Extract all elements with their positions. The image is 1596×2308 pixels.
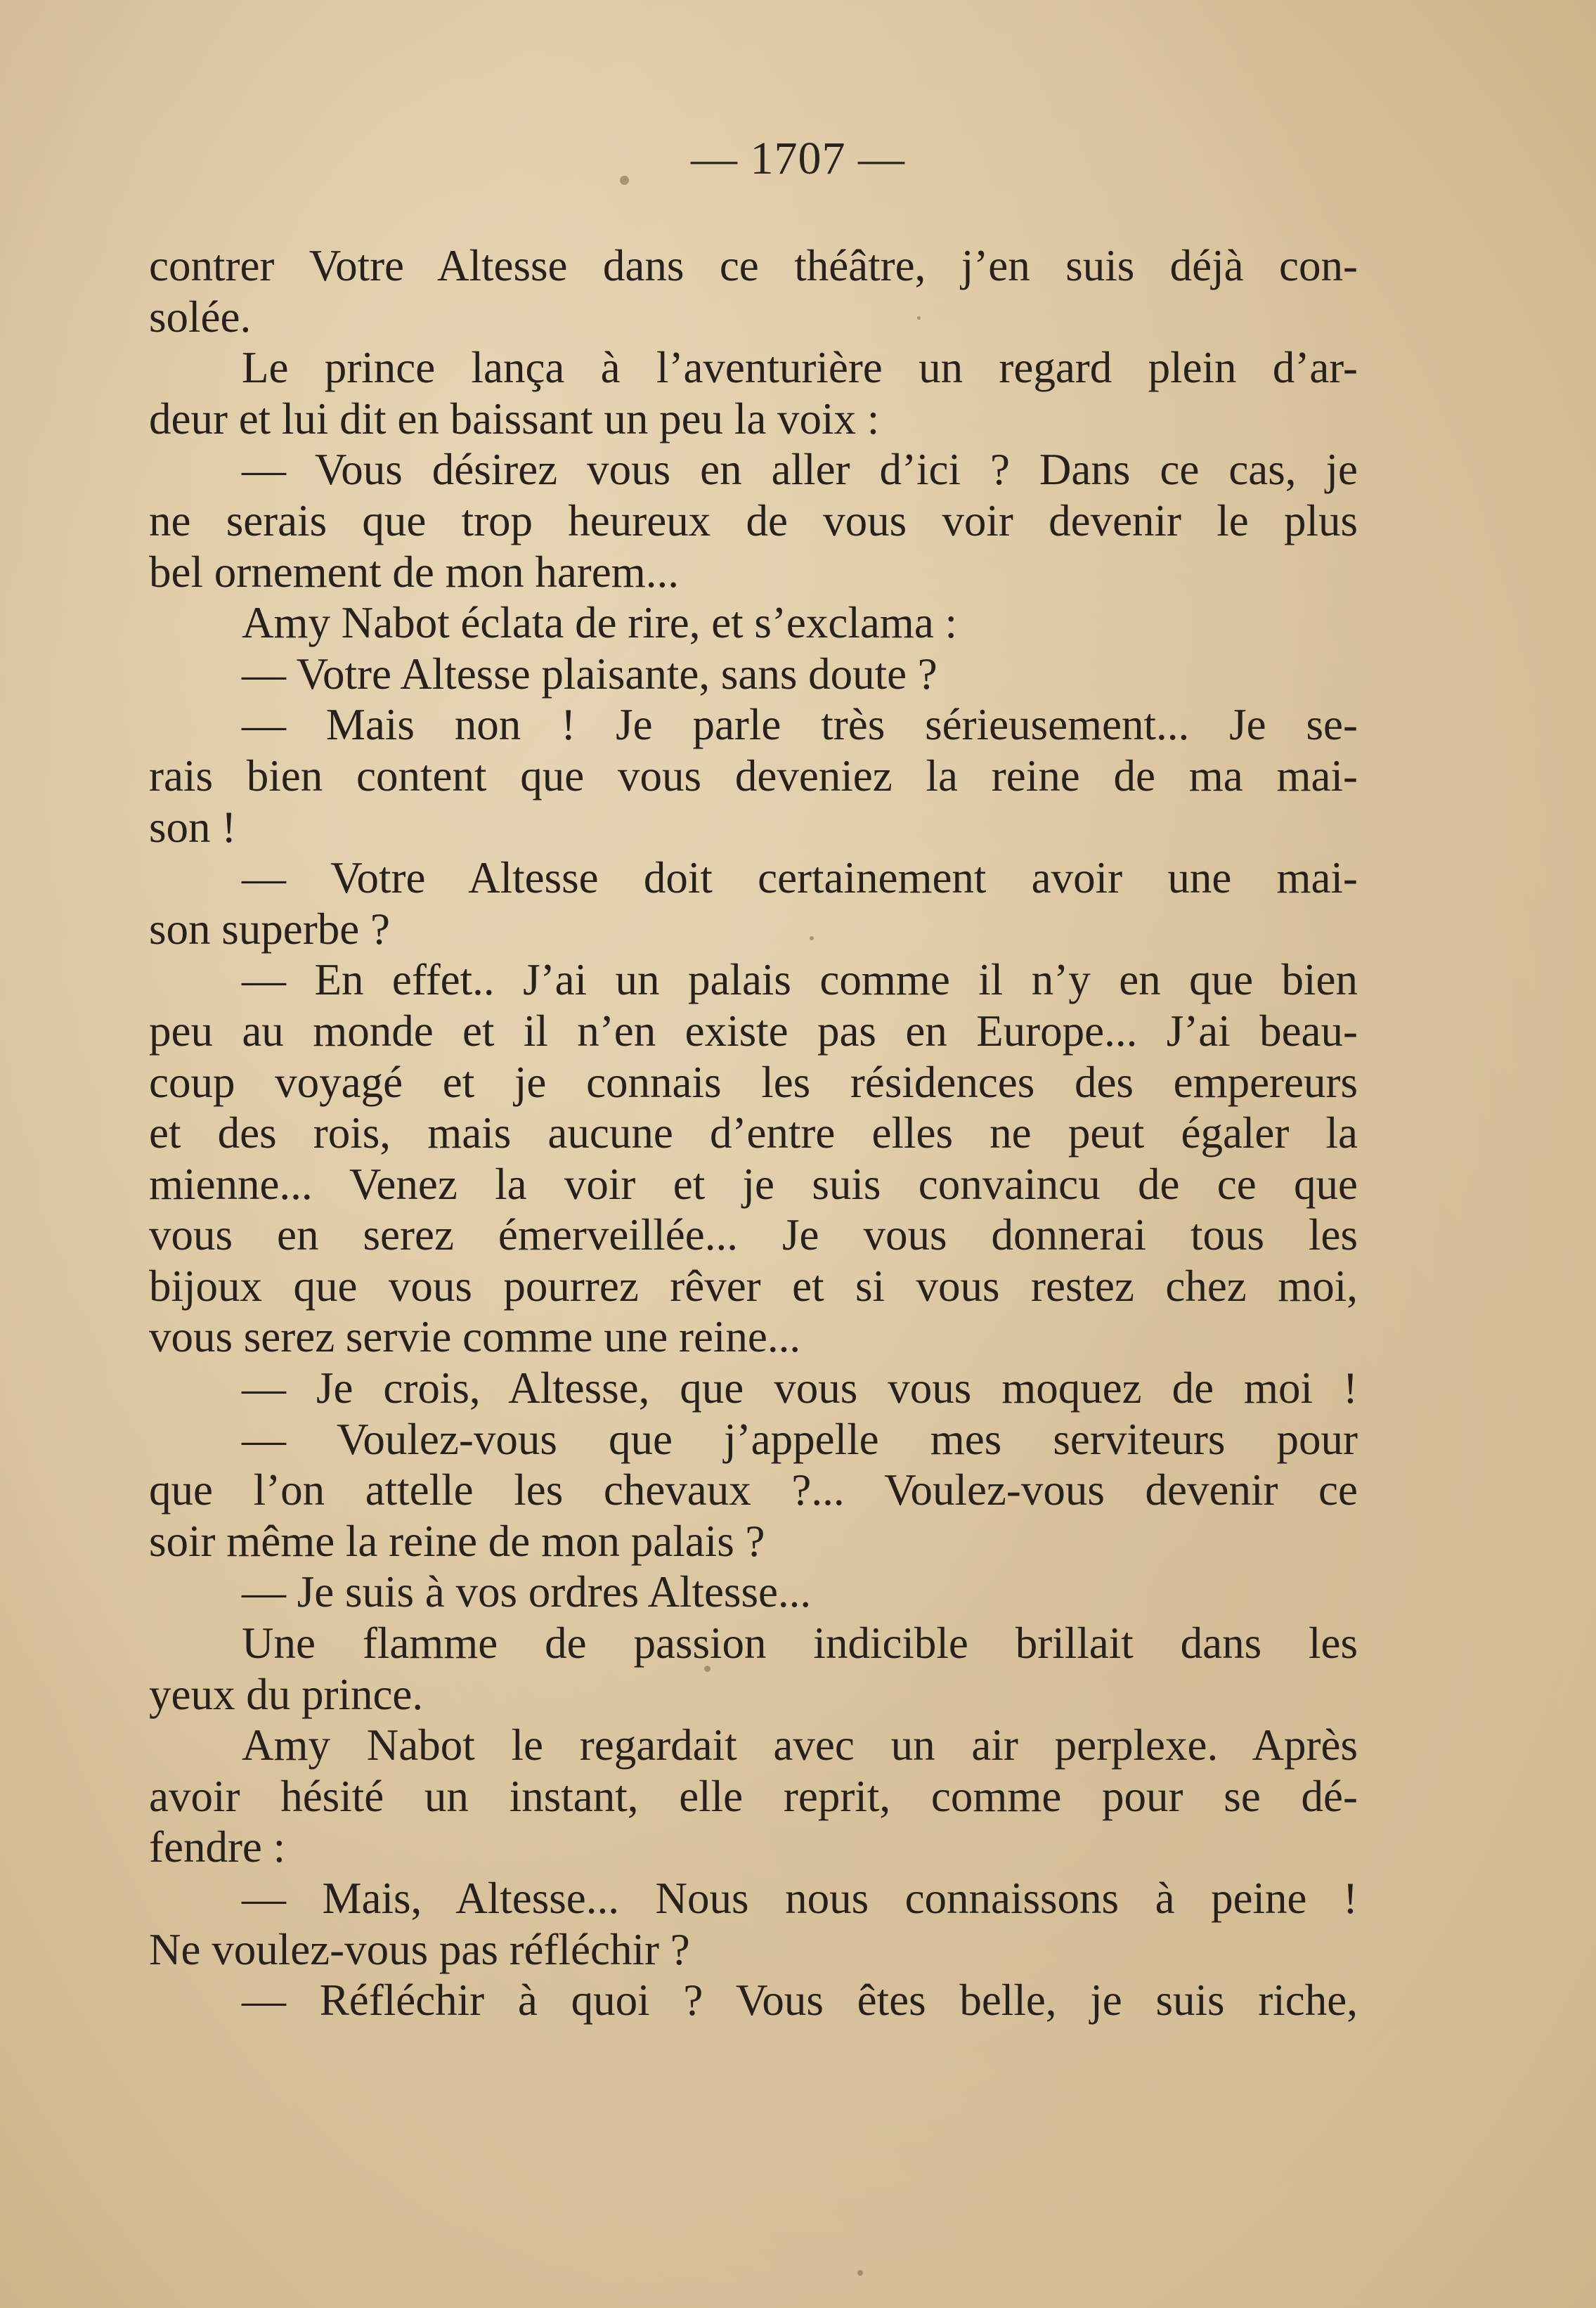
text-line: — Vous désirez vous en aller d’ici ? Dans ce cas, je <box>242 445 1358 495</box>
text-line: rais bien content que vous deveniez la reine de ma mai- <box>149 751 1358 800</box>
text-line: son superbe ? <box>149 904 390 954</box>
text-line: vous en serez émerveillée... Je vous donnerai tous les <box>149 1210 1358 1260</box>
text-line: — Réfléchir à quoi ? Vous êtes belle, je suis riche, <box>242 1976 1358 2025</box>
text-line: Amy Nabot éclata de rire, et s’exclama : <box>242 598 958 648</box>
text-line: contrer Votre Altesse dans ce théâtre, j’en suis déjà con- <box>149 241 1358 290</box>
ink-speck <box>857 2270 863 2276</box>
text-line: peu au monde et il n’en existe pas en Europe... J’ai beau- <box>149 1006 1358 1056</box>
text-line: Amy Nabot le regardait avec un air perplexe. Après <box>242 1720 1358 1770</box>
text-line: bel ornement de mon harem... <box>149 547 680 597</box>
text-line: vous serez servie comme une reine... <box>149 1312 801 1362</box>
text-line: — Je crois, Altesse, que vous vous moquez de moi ! <box>242 1363 1358 1413</box>
text-line: ne serais que trop heureux de vous voir devenir le plus <box>149 495 1358 545</box>
text-line: fendre : <box>149 1822 286 1872</box>
text-line: solée. <box>149 292 252 342</box>
text-line: mienne... Venez la voir et je suis convaincu de ce que <box>149 1159 1358 1209</box>
text-line: et des rois, mais aucune d’entre elles ne peut égaler la <box>149 1108 1358 1158</box>
text-line: — Je suis à vos ordres Altesse... <box>242 1567 812 1617</box>
text-line: avoir hésité un instant, elle reprit, comme pour se dé- <box>149 1771 1358 1821</box>
text-line: — Votre Altesse doit certainement avoir une mai- <box>242 853 1358 903</box>
text-line: — En effet.. J’ai un palais comme il n’y en que bien <box>242 955 1358 1005</box>
text-line: Une flamme de passion indicible brillait dans les <box>242 1619 1358 1668</box>
text-line: coup voyagé et je connais les résidences des empereurs <box>149 1057 1358 1107</box>
text-line: — Votre Altesse plaisante, sans doute ? <box>242 649 938 699</box>
page-number: — 1707 — <box>691 133 905 184</box>
text-line: son ! <box>149 802 237 852</box>
text-line: Ne voulez-vous pas réfléchir ? <box>149 1924 690 1974</box>
text-line: yeux du prince. <box>149 1669 424 1719</box>
text-line: deur et lui dit en baissant un peu la voix : <box>149 394 880 443</box>
text-line: — Mais non ! Je parle très sérieusement... Je se- <box>242 700 1358 750</box>
text-line: que l’on attelle les chevaux ?... Voulez-vous devenir ce <box>149 1465 1358 1515</box>
text-line: — Voulez-vous que j’appelle mes serviteurs pour <box>242 1414 1358 1464</box>
text-line: Le prince lança à l’aventurière un regard plein d’ar- <box>242 343 1358 393</box>
text-line: soir même la reine de mon palais ? <box>149 1516 765 1566</box>
body-text <box>149 240 1358 2026</box>
text-line: bijoux que vous pourrez rêver et si vous restez chez moi, <box>149 1261 1358 1311</box>
text-line: — Mais, Altesse... Nous nous connaissons à peine ! <box>242 1874 1358 1923</box>
